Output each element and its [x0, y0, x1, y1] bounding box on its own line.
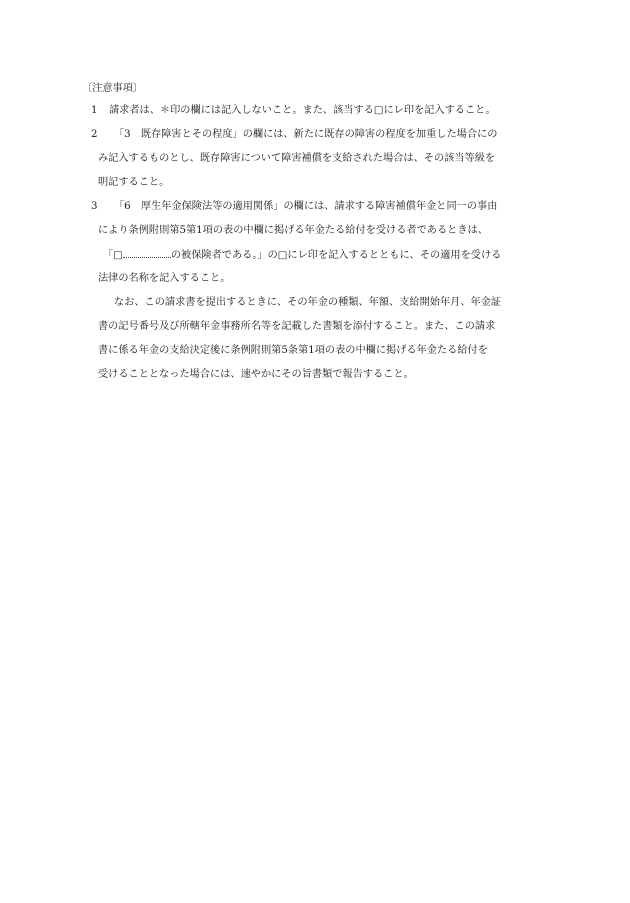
note-3-number: 3 [91, 201, 98, 212]
note-2-line-2: み記入するものとし、既存障害について障害補償を支給された場合は、その該当等級を [98, 153, 496, 164]
note-3-extra-line-2: 書の記号番号及び所轄年金事務所名等を記載した書類を添付すること。また、この請求 [98, 321, 496, 332]
note-3-extra-line-1: なお、この請求書を提出するときに、その年金の種類、年額、支給開始年月、年金証 [114, 297, 502, 308]
note-3-line-3 [103, 248, 501, 263]
note-3-line-4: 法律の名称を記入すること。 [98, 273, 231, 284]
note-3-extra-line-4: 受けることとなった場合には、速やかにその旨書類で報告すること。 [98, 369, 414, 380]
note-3-line-1: 「6 厚生年金保険法等の適用関係」の欄には、請求する障害補償年金と同一の事由 [114, 201, 498, 212]
note-2-line-3: 明記すること。 [98, 177, 170, 188]
note-3-line-2: により条例附則第5第1項の表の中欄に掲げる年金たる給付を受ける者であるときは、 [98, 225, 488, 236]
notes-heading: 〔注意事項〕 [82, 83, 144, 94]
note-3-extra-line-3: 書に係る年金の支給決定後に条例附則第5条第1項の表の中欄に掲げる年金たる給付を [98, 345, 488, 356]
note-3-line-3-text: の被保険者である。」の□にレ印を記入するとともに、その適用を受ける [170, 250, 502, 261]
note-1-line-1: 請求者は、＊印の欄には記入しないこと。また、該当する□にレ印を記入すること。 [109, 105, 496, 116]
note-2-line-1: 「3 既存障害とその程度」の欄には、新たに既存の障害の程度を加重した場合にの [114, 129, 498, 140]
note-3-checkbox-prefix: 「□ [103, 250, 123, 261]
note-1-number: 1 [91, 105, 98, 116]
blank-field-underline [123, 248, 171, 258]
note-2-number: 2 [91, 129, 98, 140]
